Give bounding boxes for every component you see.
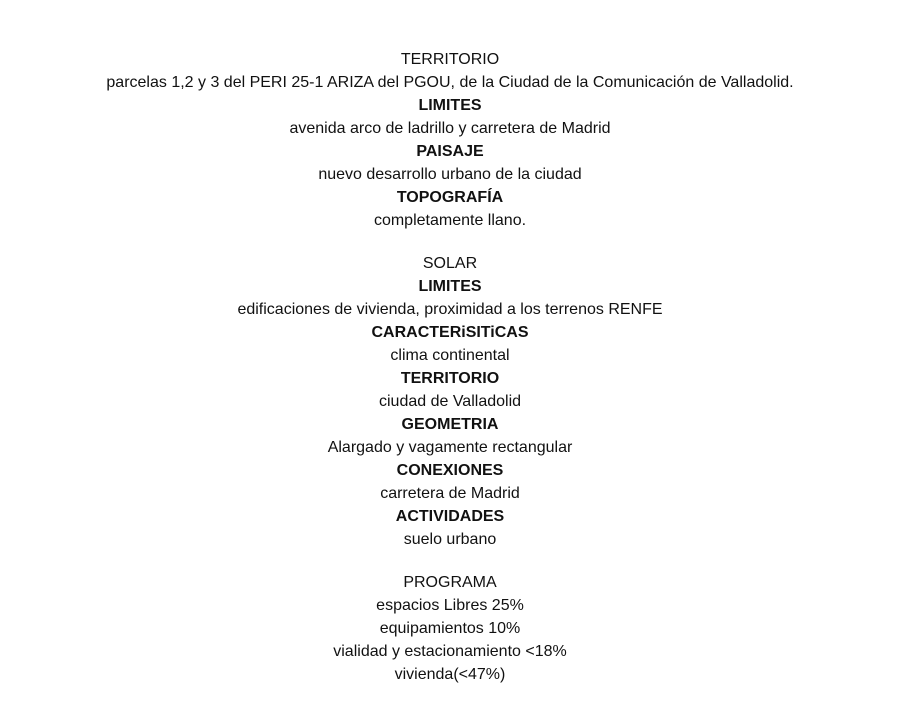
- programa-item: vivienda(<47%): [394, 666, 506, 683]
- programa-item: vialidad y estacionamiento <18%: [333, 643, 567, 660]
- actividades-value: suelo urbano: [403, 531, 497, 548]
- solar-limites-value: edificaciones de vivienda, proximidad a los terrenos RENFE: [237, 301, 663, 318]
- programa-section: [0, 571, 900, 686]
- solar-territorio-label: TERRITORIO: [400, 370, 500, 387]
- solar-section: [0, 252, 900, 551]
- solar-territorio-value: ciudad de Valladolid: [378, 393, 522, 410]
- solar-limites-label: LIMITES: [418, 278, 482, 295]
- document-page: [0, 48, 900, 686]
- territorio-section: [0, 48, 900, 232]
- geometria-label: GEOMETRIA: [401, 416, 499, 433]
- solar-heading: SOLAR: [422, 255, 478, 272]
- caracteristicas-value: clima continental: [390, 347, 510, 364]
- paisaje-value: nuevo desarrollo urbano de la ciudad: [318, 166, 582, 183]
- topografia-label: TOPOGRAFÍA: [396, 189, 504, 206]
- territorio-limites-value: avenida arco de ladrillo y carretera de Madrid: [289, 120, 611, 137]
- conexiones-value: carretera de Madrid: [380, 485, 520, 502]
- conexiones-label: CONEXIONES: [396, 462, 504, 479]
- geometria-value: Alargado y vagamente rectangular: [327, 439, 573, 456]
- programa-item: espacios Libres 25%: [376, 597, 524, 614]
- paisaje-label: PAISAJE: [416, 143, 484, 160]
- territorio-description: parcelas 1,2 y 3 del PERI 25-1 ARIZA del PGOU, de la Ciudad de la Comunicación de Valladolid.: [106, 74, 794, 91]
- territorio-heading: TERRITORIO: [400, 51, 500, 68]
- programa-heading: PROGRAMA: [403, 574, 497, 591]
- territorio-limites-label: LIMITES: [418, 97, 482, 114]
- actividades-label: ACTIVIDADES: [395, 508, 505, 525]
- caracteristicas-label: CARACTERiSITiCAS: [371, 324, 529, 341]
- programa-item: equipamientos 10%: [379, 620, 521, 637]
- topografia-value: completamente llano.: [373, 212, 527, 229]
